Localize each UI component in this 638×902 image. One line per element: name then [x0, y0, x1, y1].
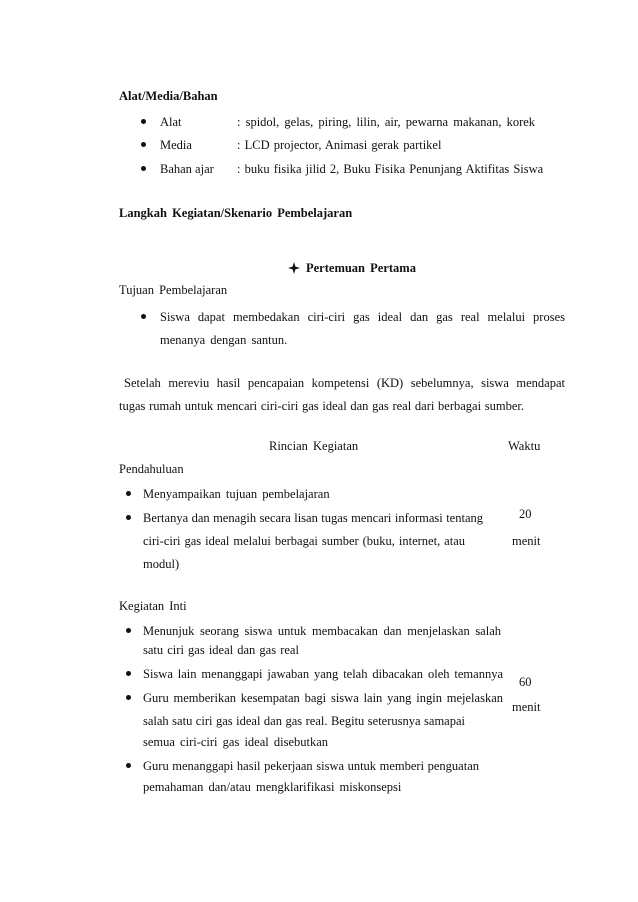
inti-item-4-line-2: pemahaman dan/atau mengklarifikasi miskonsepsi: [143, 780, 402, 794]
inti-item-1-line-1: Menunjuk seorang siswa untuk membacakan dan menjelaskan salah: [143, 624, 501, 638]
intro-paragraph-line-2: tugas rumah untuk mencari ciri-ciri gas ideal dan gas real dari berbagai sumber.: [119, 399, 524, 413]
bullet-icon: [126, 491, 131, 496]
pendahuluan-item-2-line-3: modul): [143, 557, 180, 571]
bullet-icon: [126, 515, 131, 520]
inti-item-3-line-3: semua ciri-ciri gas ideal disebutkan: [143, 735, 329, 749]
tools-alat-value: : spidol, gelas, piring, lilin, air, pewarna makanan, korek: [237, 115, 536, 129]
tools-media-value: : LCD projector, Animasi gerak partikel: [237, 138, 442, 152]
diamond-bullet-icon: [288, 262, 300, 274]
meeting-title: Pertemuan Pertama: [306, 261, 416, 275]
column-header-time: Waktu: [508, 439, 541, 453]
inti-item-4-line-1: Guru menanggapi hasil pekerjaan siswa untuk memberi penguatan: [143, 759, 479, 773]
column-header-activity: Rincian Kegiatan: [269, 439, 359, 453]
section-pendahuluan-heading: Pendahuluan: [119, 462, 184, 476]
intro-paragraph-line-1: Setelah mereviu hasil pencapaian kompetensi (KD) sebelumnya, siswa mendapat: [124, 376, 565, 390]
bullet-icon: [141, 166, 146, 171]
pendahuluan-time-value: 20: [519, 507, 532, 521]
section-inti-heading: Kegiatan Inti: [119, 599, 187, 613]
tools-heading: Alat/Media/Bahan: [119, 89, 218, 103]
bullet-icon: [141, 314, 146, 319]
objective-line-2: menanya dengan santun.: [160, 333, 288, 347]
objective-line-1: Siswa dapat membedakan ciri-ciri gas ideal dan gas real melalui proses: [160, 310, 565, 324]
tools-bahan-label: Bahan ajar: [160, 162, 214, 176]
pendahuluan-item-1: Menyampaikan tujuan pembelajaran: [143, 487, 330, 501]
bullet-icon: [126, 763, 131, 768]
objective-heading: Tujuan Pembelajaran: [119, 283, 228, 297]
tools-media-label: Media: [160, 138, 192, 152]
pendahuluan-item-2-line-1: Bertanya dan menagih secara lisan tugas mencari informasi tentang: [143, 511, 483, 525]
tools-alat-label: Alat: [160, 115, 182, 129]
inti-time-unit: menit: [512, 700, 541, 714]
pendahuluan-time-unit: menit: [512, 534, 541, 548]
bullet-icon: [126, 671, 131, 676]
bullet-icon: [126, 695, 131, 700]
inti-item-3-line-2: salah satu ciri gas ideal dan gas real. Begitu seterusnya samapai: [143, 714, 465, 728]
pendahuluan-item-2-line-2: ciri-ciri gas ideal melalui berbagai sumber (buku, internet, atau: [143, 534, 465, 548]
steps-heading: Langkah Kegiatan/Skenario Pembelajaran: [119, 206, 353, 220]
inti-time-value: 60: [519, 675, 532, 689]
inti-item-3-line-1: Guru memberikan kesempatan bagi siswa lain yang ingin mejelaskan: [143, 691, 503, 705]
inti-item-2: Siswa lain menanggapi jawaban yang telah dibacakan oleh temannya: [143, 667, 503, 681]
tools-bahan-value: : buku fisika jilid 2, Buku Fisika Penunjang Aktifitas Siswa: [237, 162, 544, 176]
bullet-icon: [141, 142, 146, 147]
bullet-icon: [126, 628, 131, 633]
inti-item-1-line-2: satu ciri gas ideal dan gas real: [143, 643, 299, 657]
bullet-icon: [141, 119, 146, 124]
